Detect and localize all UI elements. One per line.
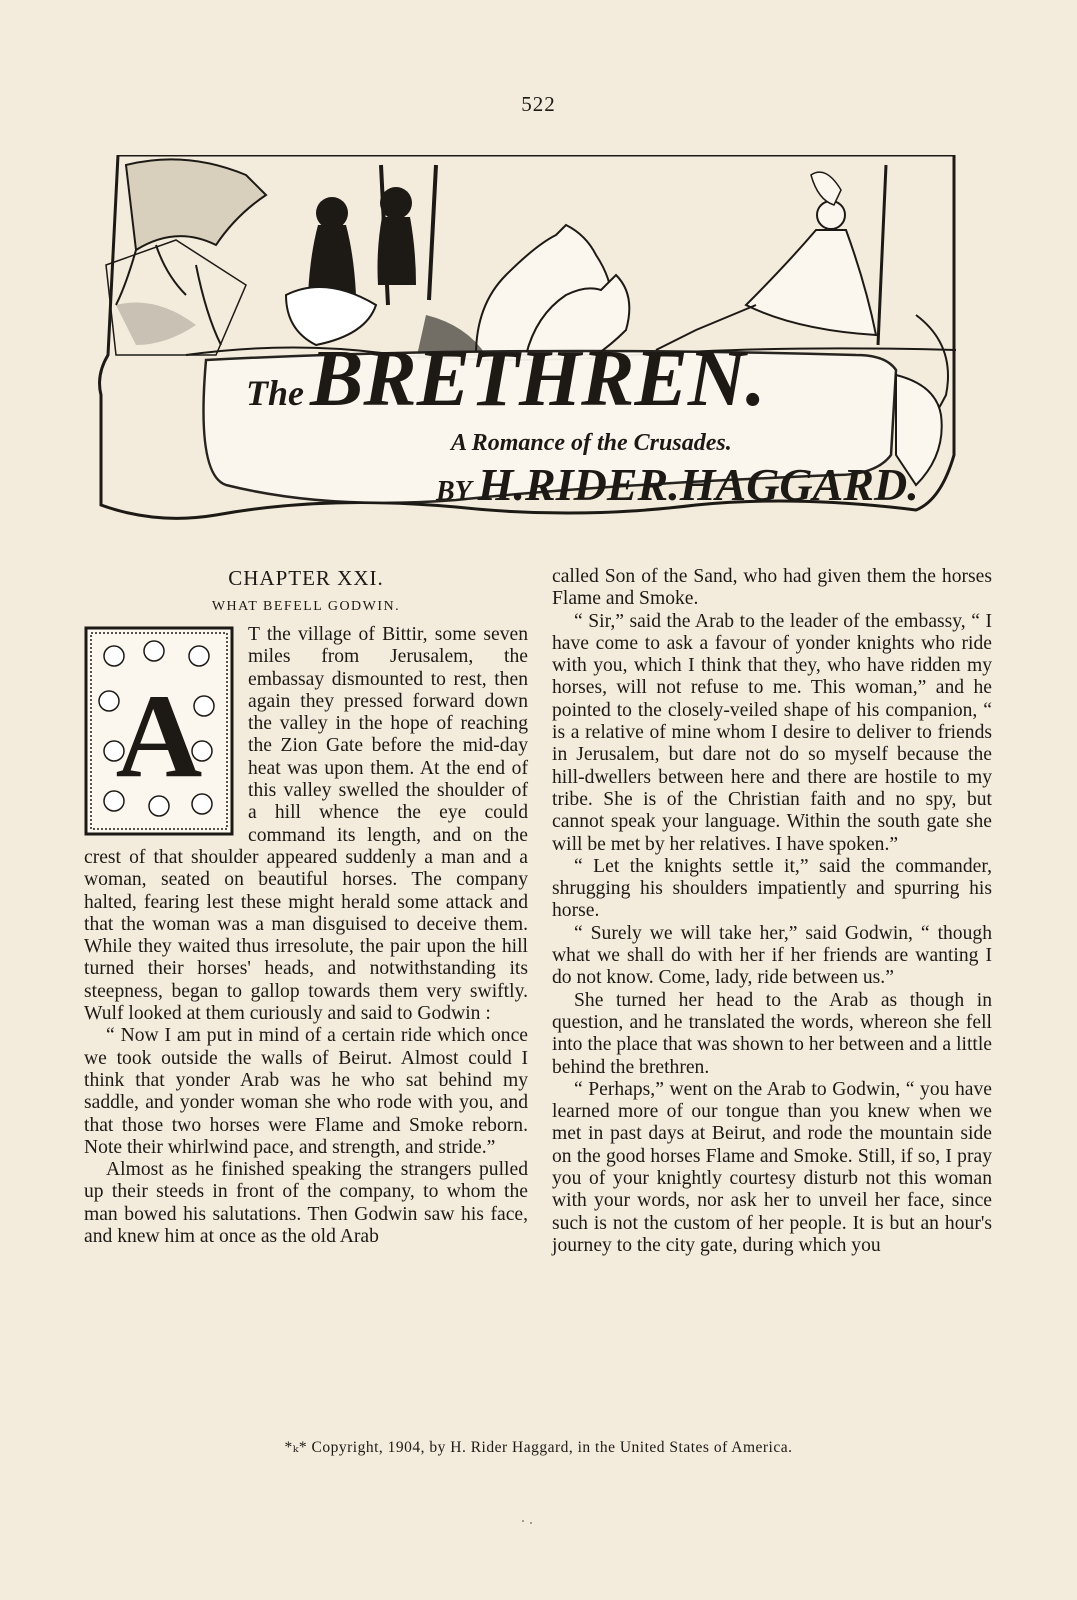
chapter-title: CHAPTER XXI. — [228, 566, 384, 590]
paragraph: “ Sir,” said the Arab to the leader of the embassy, “ I have come to ask a favour of yonder knights who ride with you, which I think that they, who have ridden my horses, will not refuse to me. This woman,” and he pointed to the closely-veiled shape of his companion, “ is a relative of mine whom I desire to deliver to friends in Jerusalem, but dare not do so myself because the hill-dwellers between here and there are hostile to my tribe. She is of the Christian faith and no spy, but cannot speak your language. Within the south gate she will be met by her relatives. I have spoken.” — [552, 610, 992, 855]
paragraph: “ Let the knights settle it,” said the commander, shrugging his shoulders impatiently and spurring his horse. — [552, 855, 992, 922]
drop-cap-letter: A — [115, 669, 203, 802]
banner-byline: BY H.RIDER.HAGGARD. — [436, 459, 919, 510]
paragraph: Almost as he finished speaking the strangers pulled up their steeds in front of the company, to whom the man bowed his salutations. Then Godwin saw his face, and knew him at once as the old Arab — [84, 1159, 528, 1248]
copyright-footnote: *ₖ* Copyright, 1904, by H. Rider Haggard, in the United States of America. — [284, 1439, 793, 1456]
chapter-subtitle: WHAT BEFELL GODWIN. — [211, 599, 401, 614]
knight-figure-left — [286, 165, 388, 345]
knight-figure-right — [378, 165, 437, 300]
paragraph: “ Perhaps,” went on the Arab to Godwin, “ you have learned more of our tongue than you knew when we met in past days at Beirut, and rode the mountain side on the good horses Flame and Smoke. Still, if so, I pray you of your knightly courtesy disturb not this woman with your words, nor ask her to unveil her face, since such is not the custom of her people. It is but an hour's journey to the city gate, during which you — [552, 1078, 992, 1256]
banner-title: TheBRETHREN. — [246, 335, 766, 423]
page-number: 522 — [521, 92, 556, 116]
paper-speck — [522, 1520, 524, 1522]
banner-subtitle: A Romance of the Crusades. — [451, 430, 732, 456]
left-column — [84, 566, 528, 1248]
paragraph: She turned her head to the Arab as though in question, and he translated the words, whereon she fell into the place that was shown to her between and a little behind the brethren. — [552, 989, 992, 1078]
paragraph: “ Surely we will take her,” said Godwin, “ though what we shall do with her if her friends are wanting I do not know. Come, lady, ride between us.” — [552, 922, 992, 989]
title-banner-illustration — [96, 155, 976, 535]
illuminated-drop-cap — [84, 626, 234, 836]
right-column — [552, 566, 992, 1257]
paragraph: “ Now I am put in mind of a certain ride which once we took outside the walls of Beirut. Almost could I think that yonder Arab was he who sat behind my saddle, and yonder woman she who rode with you, and that those two horses were Flame and Smoke reborn. Note their whirlwind pace, and strength, and stride.” — [84, 1025, 528, 1158]
paragraph: called Son of the Sand, who had given them the horses Flame and Smoke. — [552, 566, 992, 610]
paper-speck — [530, 1522, 532, 1524]
banner-artwork — [96, 155, 976, 535]
paragraph: T the village of Bittir, some seven miles from Jerusalem, the embassay dismounted to rest, then again they pressed forward down the valley in the hope of reaching the Zion Gate before the mid-day heat was upon them. At the end of this valley swelled the shoulder of a hill whence the eye could command its length, and on the crest of that shoulder appeared suddenly a man and a woman, seated on beautiful horses. The company halted, fearing lest these might herald some attack and that the woman was a man disguised to deceive them. While they waited thus irresolute, the pair upon the hill turned their horses' heads, and notwithstanding its steepness, began to gallop towards them very swiftly. Wulf looked at them curiously and said to Godwin : — [84, 624, 528, 1025]
